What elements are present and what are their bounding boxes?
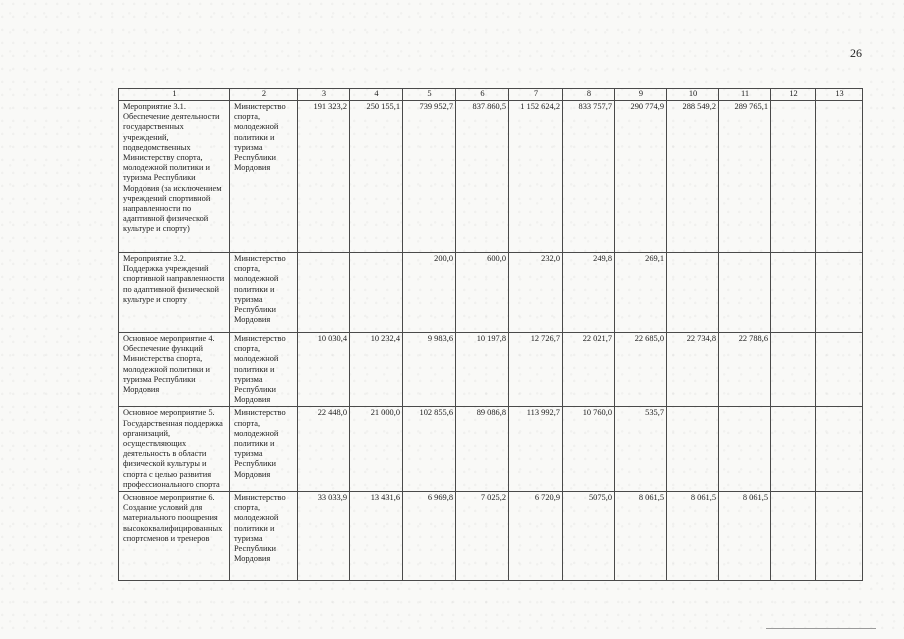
column-header: 12 [771, 89, 816, 101]
value-cell: 1 152 624,2 [509, 101, 563, 253]
value-cell: 833 757,7 [563, 101, 615, 253]
column-header: 3 [298, 89, 350, 101]
value-cell: 102 855,6 [403, 407, 456, 492]
column-header: 6 [456, 89, 509, 101]
value-cell [667, 253, 719, 333]
value-cell: 535,7 [615, 407, 667, 492]
value-cell [816, 407, 863, 492]
value-cell: 8 061,5 [667, 492, 719, 581]
value-cell [771, 333, 816, 407]
value-cell [816, 333, 863, 407]
value-cell: 739 952,7 [403, 101, 456, 253]
value-cell: 9 983,6 [403, 333, 456, 407]
value-cell [298, 253, 350, 333]
column-header: 1 [119, 89, 230, 101]
value-cell: 22 021,7 [563, 333, 615, 407]
value-cell: 232,0 [509, 253, 563, 333]
table-row [119, 492, 863, 581]
column-header: 8 [563, 89, 615, 101]
value-cell: 290 774,9 [615, 101, 667, 253]
measure-name-cell: Мероприятие 3.2. Поддержка учреждений спортивной направленности по адаптивной физической культуре и спорту [119, 253, 230, 333]
value-cell [350, 253, 403, 333]
value-cell [816, 101, 863, 253]
value-cell: 12 726,7 [509, 333, 563, 407]
value-cell: 8 061,5 [615, 492, 667, 581]
value-cell: 191 323,2 [298, 101, 350, 253]
value-cell: 7 025,2 [456, 492, 509, 581]
value-cell: 10 760,0 [563, 407, 615, 492]
value-cell [771, 492, 816, 581]
value-cell [771, 253, 816, 333]
value-cell: 200,0 [403, 253, 456, 333]
value-cell: 22 685,0 [615, 333, 667, 407]
value-cell: 6 720,9 [509, 492, 563, 581]
value-cell [816, 253, 863, 333]
executor-cell: Министерство спорта, молодежной политики и туризма Республики Мордовия [230, 492, 298, 581]
measure-name-cell: Основное мероприятие 4. Обеспечение функций Министерства спорта, молодежной политики и туризма Республики Мордовия [119, 333, 230, 407]
executor-cell: Министерство спорта, молодежной политики и туризма Республики Мордовия [230, 407, 298, 492]
value-cell: 22 734,8 [667, 333, 719, 407]
value-cell [771, 101, 816, 253]
table-row [119, 333, 863, 407]
column-header: 11 [719, 89, 771, 101]
value-cell: 22 448,0 [298, 407, 350, 492]
value-cell: 6 969,8 [403, 492, 456, 581]
value-cell: 22 788,6 [719, 333, 771, 407]
table-row [119, 253, 863, 333]
value-cell: 10 030,4 [298, 333, 350, 407]
value-cell: 10 232,4 [350, 333, 403, 407]
column-header: 2 [230, 89, 298, 101]
value-cell [816, 492, 863, 581]
executor-cell: Министерство спорта, молодежной политики и туризма Республики Мордовия [230, 253, 298, 333]
measure-name-cell: Основное мероприятие 6. Создание условий для материального поощрения высококвалифицированных спортсменов и тренеров [119, 492, 230, 581]
column-header: 7 [509, 89, 563, 101]
scan-edge-line [766, 628, 876, 629]
page-number: 26 [850, 46, 862, 60]
budget-table [118, 88, 863, 581]
value-cell: 21 000,0 [350, 407, 403, 492]
value-cell: 33 033,9 [298, 492, 350, 581]
table-row [119, 407, 863, 492]
value-cell: 10 197,8 [456, 333, 509, 407]
column-header: 9 [615, 89, 667, 101]
executor-cell: Министерство спорта, молодежной политики и туризма Республики Мордовия [230, 101, 298, 253]
value-cell: 89 086,8 [456, 407, 509, 492]
value-cell [719, 253, 771, 333]
value-cell: 269,1 [615, 253, 667, 333]
value-cell: 288 549,2 [667, 101, 719, 253]
table-header-row [119, 89, 863, 101]
measure-name-cell: Мероприятие 3.1. Обеспечение деятельности государственных учреждений, подведомственных Министерству спорта, молодежной политики и туризма Республики Мордовия (за исключением учреждений спортивной направленности по адаптивной физической культуре и спорту) [119, 101, 230, 253]
value-cell [771, 407, 816, 492]
value-cell: 250 155,1 [350, 101, 403, 253]
column-header: 13 [816, 89, 863, 101]
value-cell [719, 407, 771, 492]
value-cell: 8 061,5 [719, 492, 771, 581]
table-row [119, 101, 863, 253]
value-cell: 289 765,1 [719, 101, 771, 253]
value-cell: 113 992,7 [509, 407, 563, 492]
measure-name-cell: Основное мероприятие 5. Государственная поддержка организаций, осуществляющих деятельность в области физической культуры и спорта с целью развития профессионального спорта [119, 407, 230, 492]
column-header: 10 [667, 89, 719, 101]
value-cell: 249,8 [563, 253, 615, 333]
value-cell: 5075,0 [563, 492, 615, 581]
value-cell: 837 860,5 [456, 101, 509, 253]
value-cell [667, 407, 719, 492]
column-header: 4 [350, 89, 403, 101]
value-cell: 13 431,6 [350, 492, 403, 581]
column-header: 5 [403, 89, 456, 101]
value-cell: 600,0 [456, 253, 509, 333]
executor-cell: Министерство спорта, молодежной политики и туризма Республики Мордовия [230, 333, 298, 407]
